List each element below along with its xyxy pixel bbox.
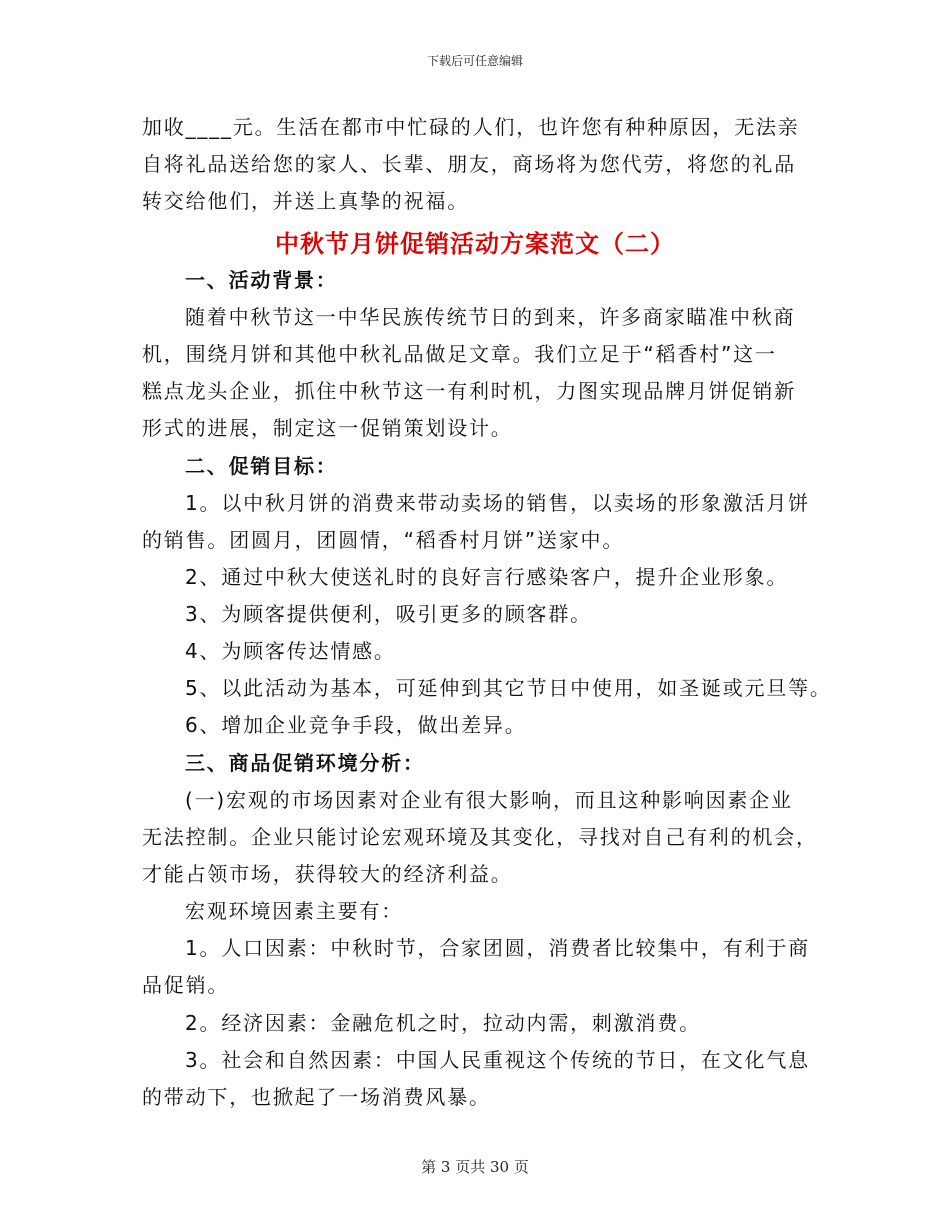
body-line: 1。以中秋月饼的消费来带动卖场的销售，以卖场的形象激活月饼 xyxy=(185,491,810,515)
document-title: 中秋节月饼促销活动方案范文（二） xyxy=(275,230,675,258)
body-line: 2、通过中秋大使送礼时的良好言行感染客户，提升企业形象。 xyxy=(185,565,789,589)
body-line: 机，围绕月饼和其他中秋礼品做足文章。我们立足于“稻香村”这一 xyxy=(142,342,777,366)
body-line: 5、以此活动为基本，可延伸到其它节日中使用，如圣诞或元旦等。 xyxy=(185,676,832,700)
page-footer: 第 3 页共 30 页 xyxy=(421,1158,529,1176)
body-line: 形式的进展，制定这一促销策划设计。 xyxy=(142,416,513,440)
body-line: 3。社会和自然因素：中国人民重视这个传统的节日，在文化气息 xyxy=(185,1048,810,1072)
body-line: 4、为顾客传达情感。 xyxy=(185,639,396,663)
body-line: 糕点龙头企业，抓住中秋节这一有利时机，力图实现品牌月饼促销新 xyxy=(142,379,796,403)
section-heading: 二、促销目标： xyxy=(185,454,338,478)
page-header: 下载后可任意编辑 xyxy=(426,54,523,68)
section-heading: 一、活动背景： xyxy=(185,268,338,292)
body-line: 才能占领市场，获得较大的经济利益。 xyxy=(142,862,513,886)
body-line: 3、为顾客提供便利，吸引更多的顾客群。 xyxy=(185,602,592,626)
body-line: 随着中秋节这一中华民族传统节日的到来，许多商家瞄准中秋商 xyxy=(185,305,796,329)
body-line: 6、增加企业竞争手段，做出差异。 xyxy=(185,713,527,737)
section-heading: 三、商品促销环境分析： xyxy=(185,751,425,775)
body-line: 转交给他们，并送上真挚的祝福。 xyxy=(142,189,469,213)
body-line: 品促销。 xyxy=(142,973,230,997)
body-line: 宏观环境因素主要有： xyxy=(185,899,403,923)
body-line: 1。人口因素：中秋时节，合家团圆，消费者比较集中，有利于商 xyxy=(185,936,810,960)
body-line: 自将礼品送给您的家人、长辈、朋友，商场将为您代劳，将您的礼品 xyxy=(142,152,796,176)
body-line: 加收____元。生活在都市中忙碌的人们，也许您有种种原因，无法亲 xyxy=(142,115,800,139)
body-line: 无法控制。企业只能讨论宏观环境及其变化，寻找对自己有利的机会， xyxy=(142,825,818,849)
body-line: (一)宏观的市场因素对企业有很大影响，而且这种影响因素企业 xyxy=(185,788,793,812)
body-line: 的销售。团圆月，团圆情，“稻香村月饼”送家中。 xyxy=(142,528,625,552)
body-line: 的带动下，也掀起了一场消费风暴。 xyxy=(142,1085,491,1109)
body-line: 2。经济因素：金融危机之时，拉动内需，刺激消费。 xyxy=(185,1011,701,1035)
